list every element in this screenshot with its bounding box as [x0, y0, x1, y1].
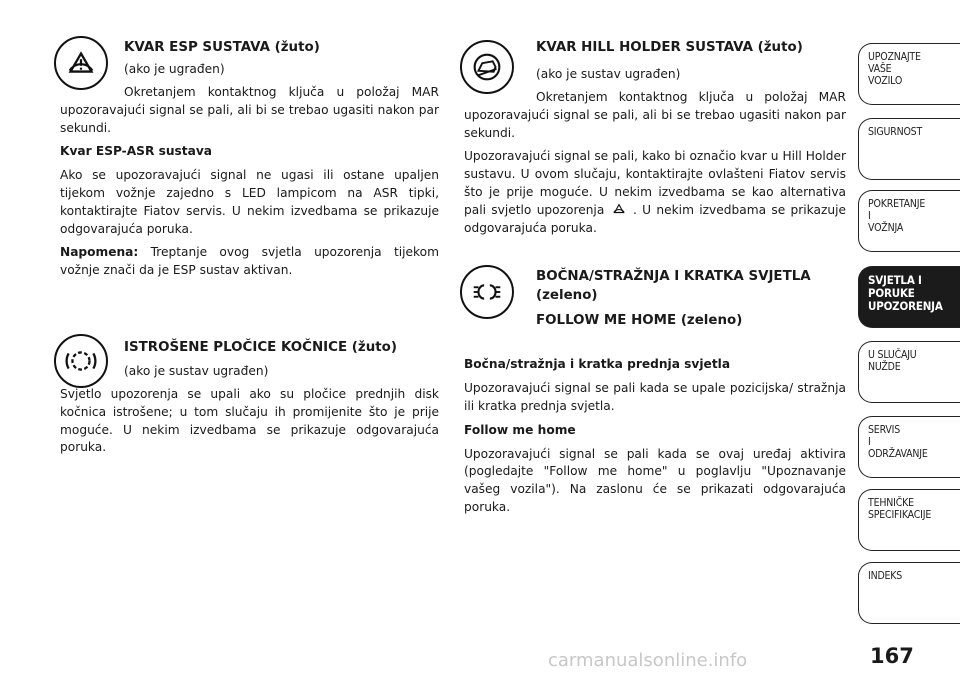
hill-holder-section — [464, 38, 846, 237]
hill-paragraph-2a: Upozoravajući signal se pali, kako bi označio kvar u Hill Holder sustavu. U ovom slučaju, kontaktirajte ovlašteni Fiatov servis što je prije moguće. U nekim izvedbama se kao alternativa pali svjetlo upozorenja — [464, 149, 846, 217]
hill-paragraph-2b: . U nekim izvedbama se prikazuje odgovarajuća poruka. — [464, 202, 846, 235]
brake-tone: (žuto) — [351, 339, 397, 355]
lights-tone-2: (zeleno) — [680, 313, 743, 329]
tab-svjetla-active[interactable]: SVJETLA I PORUKE UPOZORENJA — [858, 266, 960, 328]
brake-pad-wear-icon — [54, 334, 108, 388]
tab-servis[interactable]: SERVIS I ODRŽAVANJE — [858, 416, 960, 478]
brake-paragraph-1: Svjetlo upozorenja se upali ako su pločice prednjih disk kočnica istrošene; u tom slučaju ih promijenite što je prije moguće. U nekim izvedbama se prikazuje odgovarajuća poruka. — [60, 386, 439, 455]
hill-holder-icon — [460, 40, 514, 94]
lights-label-2: Follow me home — [464, 422, 576, 437]
lights-title-1: BOČNA/STRAŽNJA I KRATKA SVJETLA — [536, 269, 811, 285]
esp-warning-icon — [54, 36, 108, 90]
tab-sigurnost[interactable]: SIGURNOST — [858, 118, 960, 180]
tab-tehnicke[interactable]: TEHNIČKE SPECIFIKACIJE — [858, 489, 960, 551]
watermark: carmanualsonline.info — [548, 650, 748, 671]
esp-paragraph-2: Ako se upozoravajući signal ne ugasi ili ostane upaljen tijekom vožnje zajedno s LED lampicom na ASR tipki, kontaktirajte Fiatov servis. U nekim izvedbama se prikazuje odgovarajuća poruka. — [60, 168, 439, 236]
lights-section — [464, 267, 846, 516]
esp-note: (ako je ugrađen) — [124, 62, 225, 76]
left-column — [60, 38, 439, 463]
esp-paragraph-1: Okretanjem kontaktnog ključa u položaj MAR upozoravajući signal se pali, ali bi se trebao ugasiti nakon par sekundi. — [60, 85, 439, 135]
brake-note: (ako je sustav ugrađen) — [124, 363, 269, 378]
tab-u-slucaju[interactable]: U SLUČAJU NUŽDE — [858, 341, 960, 403]
hill-paragraph-1: Okretanjem kontaktnog ključa u položaj MAR upozoravajući signal se pali, ali bi se trebao ugasiti nakon par sekundi. — [464, 90, 846, 140]
esp-inline-icon — [612, 202, 626, 216]
tab-pokretanje[interactable]: POKRETANJE I VOŽNJA — [858, 190, 960, 252]
lights-paragraph-1: Upozoravajući signal se pali kada se upale pozicijska/ stražnja ili kratka prednja svjetla. — [464, 381, 846, 413]
brake-title: ISTROŠENE PLOČICE KOČNICE — [124, 339, 348, 355]
side-lights-icon — [460, 265, 514, 319]
esp-tone: (žuto) — [274, 40, 320, 55]
page-number: 167 — [870, 644, 914, 668]
hill-title: KVAR HILL HOLDER SUSTAVA — [536, 40, 753, 55]
esp-title: KVAR ESP SUSTAVA — [124, 40, 270, 55]
lights-paragraph-2: Upozoravajući signal se pali kada se ovaj uređaj aktivira (pogledajte "Follow me home" u poglavlju "Upoznavanje vašeg vozila"). Na zaslonu će se prikazati odgovarajuća poruka. — [464, 446, 846, 514]
lights-tone-1: (zeleno) — [536, 288, 598, 304]
right-column — [464, 38, 846, 523]
tab-upoznajte[interactable]: UPOZNAJTE VAŠE VOZILO — [858, 43, 960, 105]
tab-indeks[interactable]: INDEKS — [858, 562, 960, 624]
lights-label-1: Bočna/stražnja i kratka prednja svjetla — [464, 357, 731, 372]
chapter-sidebar — [858, 0, 960, 677]
esp-paragraph-3: Treptanje ovog svjetla upozorenja tijekom vožnje znači da je ESP sustav aktivan. — [60, 245, 439, 278]
lights-title-2: FOLLOW ME HOME — [536, 313, 677, 329]
hill-note: (ako je sustav ugrađen) — [536, 67, 681, 81]
brake-section — [60, 338, 439, 457]
hill-tone: (žuto) — [757, 40, 803, 55]
esp-note-label: Napomena: — [60, 245, 139, 260]
esp-asr-label: Kvar ESP-ASR sustava — [60, 144, 212, 159]
esp-section — [60, 38, 439, 280]
